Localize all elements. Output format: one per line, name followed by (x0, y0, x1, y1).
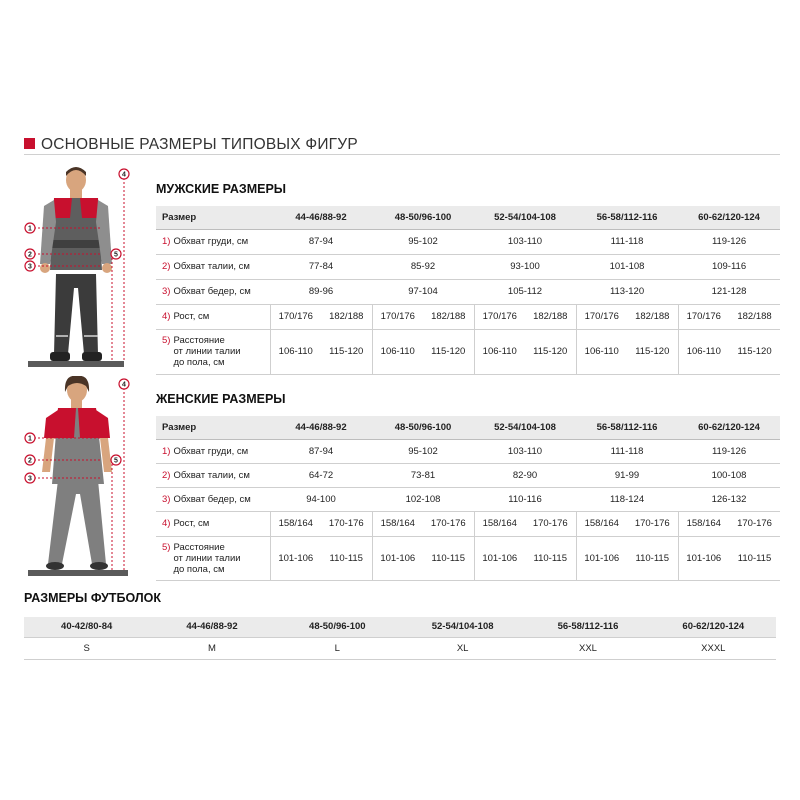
men-col-header: 56-58/112-116 (576, 206, 678, 229)
table-cell: 101-106 (270, 536, 321, 580)
table-cell: 77-84 (270, 254, 372, 279)
table-cell: 91-99 (576, 463, 678, 487)
row-label: 5) Расстояние от линии талии до пола, см (156, 536, 270, 580)
table-cell: 97-104 (372, 279, 474, 304)
row-label: 4) Рост, см (156, 511, 270, 536)
table-cell: 111-118 (576, 439, 678, 463)
table-cell: 103-110 (474, 229, 576, 254)
table-cell: 73-81 (372, 463, 474, 487)
table-cell: L (275, 637, 400, 659)
table-cell: 101-106 (372, 536, 423, 580)
marker-4-label: 4 (122, 171, 126, 179)
table-cell: 170-176 (627, 511, 678, 536)
table-cell: 110-115 (321, 536, 372, 580)
men-col-header: 60-62/120-124 (678, 206, 780, 229)
table-cell: 170-176 (321, 511, 372, 536)
female-figure-illustration (20, 376, 140, 581)
table-cell: 170-176 (423, 511, 474, 536)
table-cell: 110-115 (627, 536, 678, 580)
table-cell: 119-126 (678, 439, 780, 463)
table-cell: 158/164 (576, 511, 627, 536)
table-cell: 170/176 (678, 304, 729, 329)
table-cell: 115-120 (321, 329, 372, 374)
table-cell: 101-106 (474, 536, 525, 580)
men-col-header: 52-54/104-108 (474, 206, 576, 229)
row-label: 2) Обхват талии, см (156, 463, 270, 487)
page-title-row (24, 136, 780, 154)
table-row (156, 463, 780, 487)
table-cell: 170-176 (729, 511, 780, 536)
table-row (156, 329, 780, 374)
table-cell: 115-120 (627, 329, 678, 374)
table-cell: 170/176 (372, 304, 423, 329)
table-cell: 100-108 (678, 463, 780, 487)
table-cell: 101-108 (576, 254, 678, 279)
table-cell: XXL (525, 637, 650, 659)
table-cell: 82-90 (474, 463, 576, 487)
row-label: 3) Обхват бедер, см (156, 487, 270, 511)
table-cell: 101-106 (576, 536, 627, 580)
page-title: ОСНОВНЫЕ РАЗМЕРЫ ТИПОВЫХ ФИГУР (41, 136, 358, 153)
marker-2-label: 2 (28, 251, 32, 259)
table-cell: XL (400, 637, 525, 659)
table-cell: 158/164 (270, 511, 321, 536)
table-cell: 170/176 (474, 304, 525, 329)
table-cell: 119-126 (678, 229, 780, 254)
table-cell: 94-100 (270, 487, 372, 511)
table-cell: 85-92 (372, 254, 474, 279)
women-sizes-table (156, 416, 780, 581)
women-col-header: 56-58/112-116 (576, 416, 678, 439)
marker-1-label: 1 (28, 435, 32, 443)
table-cell: 106-110 (678, 329, 729, 374)
men-sizes-table (156, 206, 780, 375)
table-cell: S (24, 637, 149, 659)
tshirt-col-header: 60-62/120-124 (651, 617, 776, 637)
women-col-header: 52-54/104-108 (474, 416, 576, 439)
table-cell: 158/164 (678, 511, 729, 536)
table-cell: 158/164 (372, 511, 423, 536)
tshirt-col-header: 40-42/80-84 (24, 617, 149, 637)
tshirt-col-header: 48-50/96-100 (275, 617, 400, 637)
men-sizes-heading: МУЖСКИЕ РАЗМЕРЫ (156, 182, 287, 196)
table-cell: 93-100 (474, 254, 576, 279)
row-label: 5) Расстояние от линии талии до пола, см (156, 329, 270, 374)
women-col-header: 44-46/88-92 (270, 416, 372, 439)
marker-5-label: 5 (114, 457, 118, 465)
table-cell: 106-110 (270, 329, 321, 374)
table-cell: 182/188 (525, 304, 576, 329)
title-divider (24, 154, 780, 155)
table-cell: 89-96 (270, 279, 372, 304)
row-label: 1) Обхват груди, см (156, 229, 270, 254)
table-cell: 182/188 (627, 304, 678, 329)
marker-3-label: 3 (28, 475, 32, 483)
table-row (156, 304, 780, 329)
women-header-row (156, 416, 780, 439)
figure-base (28, 361, 124, 367)
table-cell: 118-124 (576, 487, 678, 511)
table-cell: 111-118 (576, 229, 678, 254)
marker-5-label: 5 (114, 251, 118, 259)
table-row (156, 487, 780, 511)
tshirt-col-header: 56-58/112-116 (525, 617, 650, 637)
table-cell: 87-94 (270, 439, 372, 463)
table-cell: 106-110 (576, 329, 627, 374)
table-cell: 121-128 (678, 279, 780, 304)
table-cell: 170-176 (525, 511, 576, 536)
table-row (24, 637, 776, 659)
table-cell: 95-102 (372, 229, 474, 254)
tshirt-header-row (24, 617, 776, 637)
table-row (156, 536, 780, 580)
table-cell: 64-72 (270, 463, 372, 487)
men-col-header: 44-46/88-92 (270, 206, 372, 229)
marker-2-label: 2 (28, 457, 32, 465)
table-cell: 115-120 (423, 329, 474, 374)
table-cell: 182/188 (729, 304, 780, 329)
table-cell: 110-115 (525, 536, 576, 580)
table-cell: 110-115 (729, 536, 780, 580)
marker-3-label: 3 (28, 263, 32, 271)
title-square-icon (24, 138, 35, 149)
tshirt-sizes-heading: РАЗМЕРЫ ФУТБОЛОК (24, 591, 162, 605)
table-cell: 170/176 (576, 304, 627, 329)
table-row (156, 511, 780, 536)
table-cell: 182/188 (321, 304, 372, 329)
tshirt-col-header: 52-54/104-108 (400, 617, 525, 637)
table-row (156, 279, 780, 304)
table-cell: XXXL (651, 637, 776, 659)
table-cell: 105-112 (474, 279, 576, 304)
table-cell: 95-102 (372, 439, 474, 463)
men-header-label: Размер (156, 206, 270, 229)
table-cell: 115-120 (729, 329, 780, 374)
table-cell: 110-115 (423, 536, 474, 580)
women-sizes-heading: ЖЕНСКИЕ РАЗМЕРЫ (156, 392, 286, 406)
row-label: 3) Обхват бедер, см (156, 279, 270, 304)
table-cell: 126-132 (678, 487, 780, 511)
table-row (156, 229, 780, 254)
table-cell: 182/188 (423, 304, 474, 329)
tshirt-sizes-table (24, 617, 776, 660)
tshirt-col-header: 44-46/88-92 (149, 617, 274, 637)
marker-1-label: 1 (28, 225, 32, 233)
table-cell: 115-120 (525, 329, 576, 374)
table-cell: 103-110 (474, 439, 576, 463)
male-figure-illustration (20, 166, 140, 371)
table-cell: 106-110 (372, 329, 423, 374)
marker-4-label: 4 (122, 381, 126, 389)
table-cell: 106-110 (474, 329, 525, 374)
men-col-header: 48-50/96-100 (372, 206, 474, 229)
row-label: 2) Обхват талии, см (156, 254, 270, 279)
table-cell: 109-116 (678, 254, 780, 279)
women-col-header: 48-50/96-100 (372, 416, 474, 439)
row-label: 4) Рост, см (156, 304, 270, 329)
table-row (156, 439, 780, 463)
table-cell: 87-94 (270, 229, 372, 254)
table-cell: 101-106 (678, 536, 729, 580)
table-cell: M (149, 637, 274, 659)
table-row (156, 254, 780, 279)
table-cell: 113-120 (576, 279, 678, 304)
women-header-label: Размер (156, 416, 270, 439)
men-header-row (156, 206, 780, 229)
table-cell: 102-108 (372, 487, 474, 511)
row-label: 1) Обхват груди, см (156, 439, 270, 463)
table-cell: 158/164 (474, 511, 525, 536)
women-col-header: 60-62/120-124 (678, 416, 780, 439)
table-cell: 170/176 (270, 304, 321, 329)
figure-base (28, 570, 128, 576)
table-cell: 110-116 (474, 487, 576, 511)
